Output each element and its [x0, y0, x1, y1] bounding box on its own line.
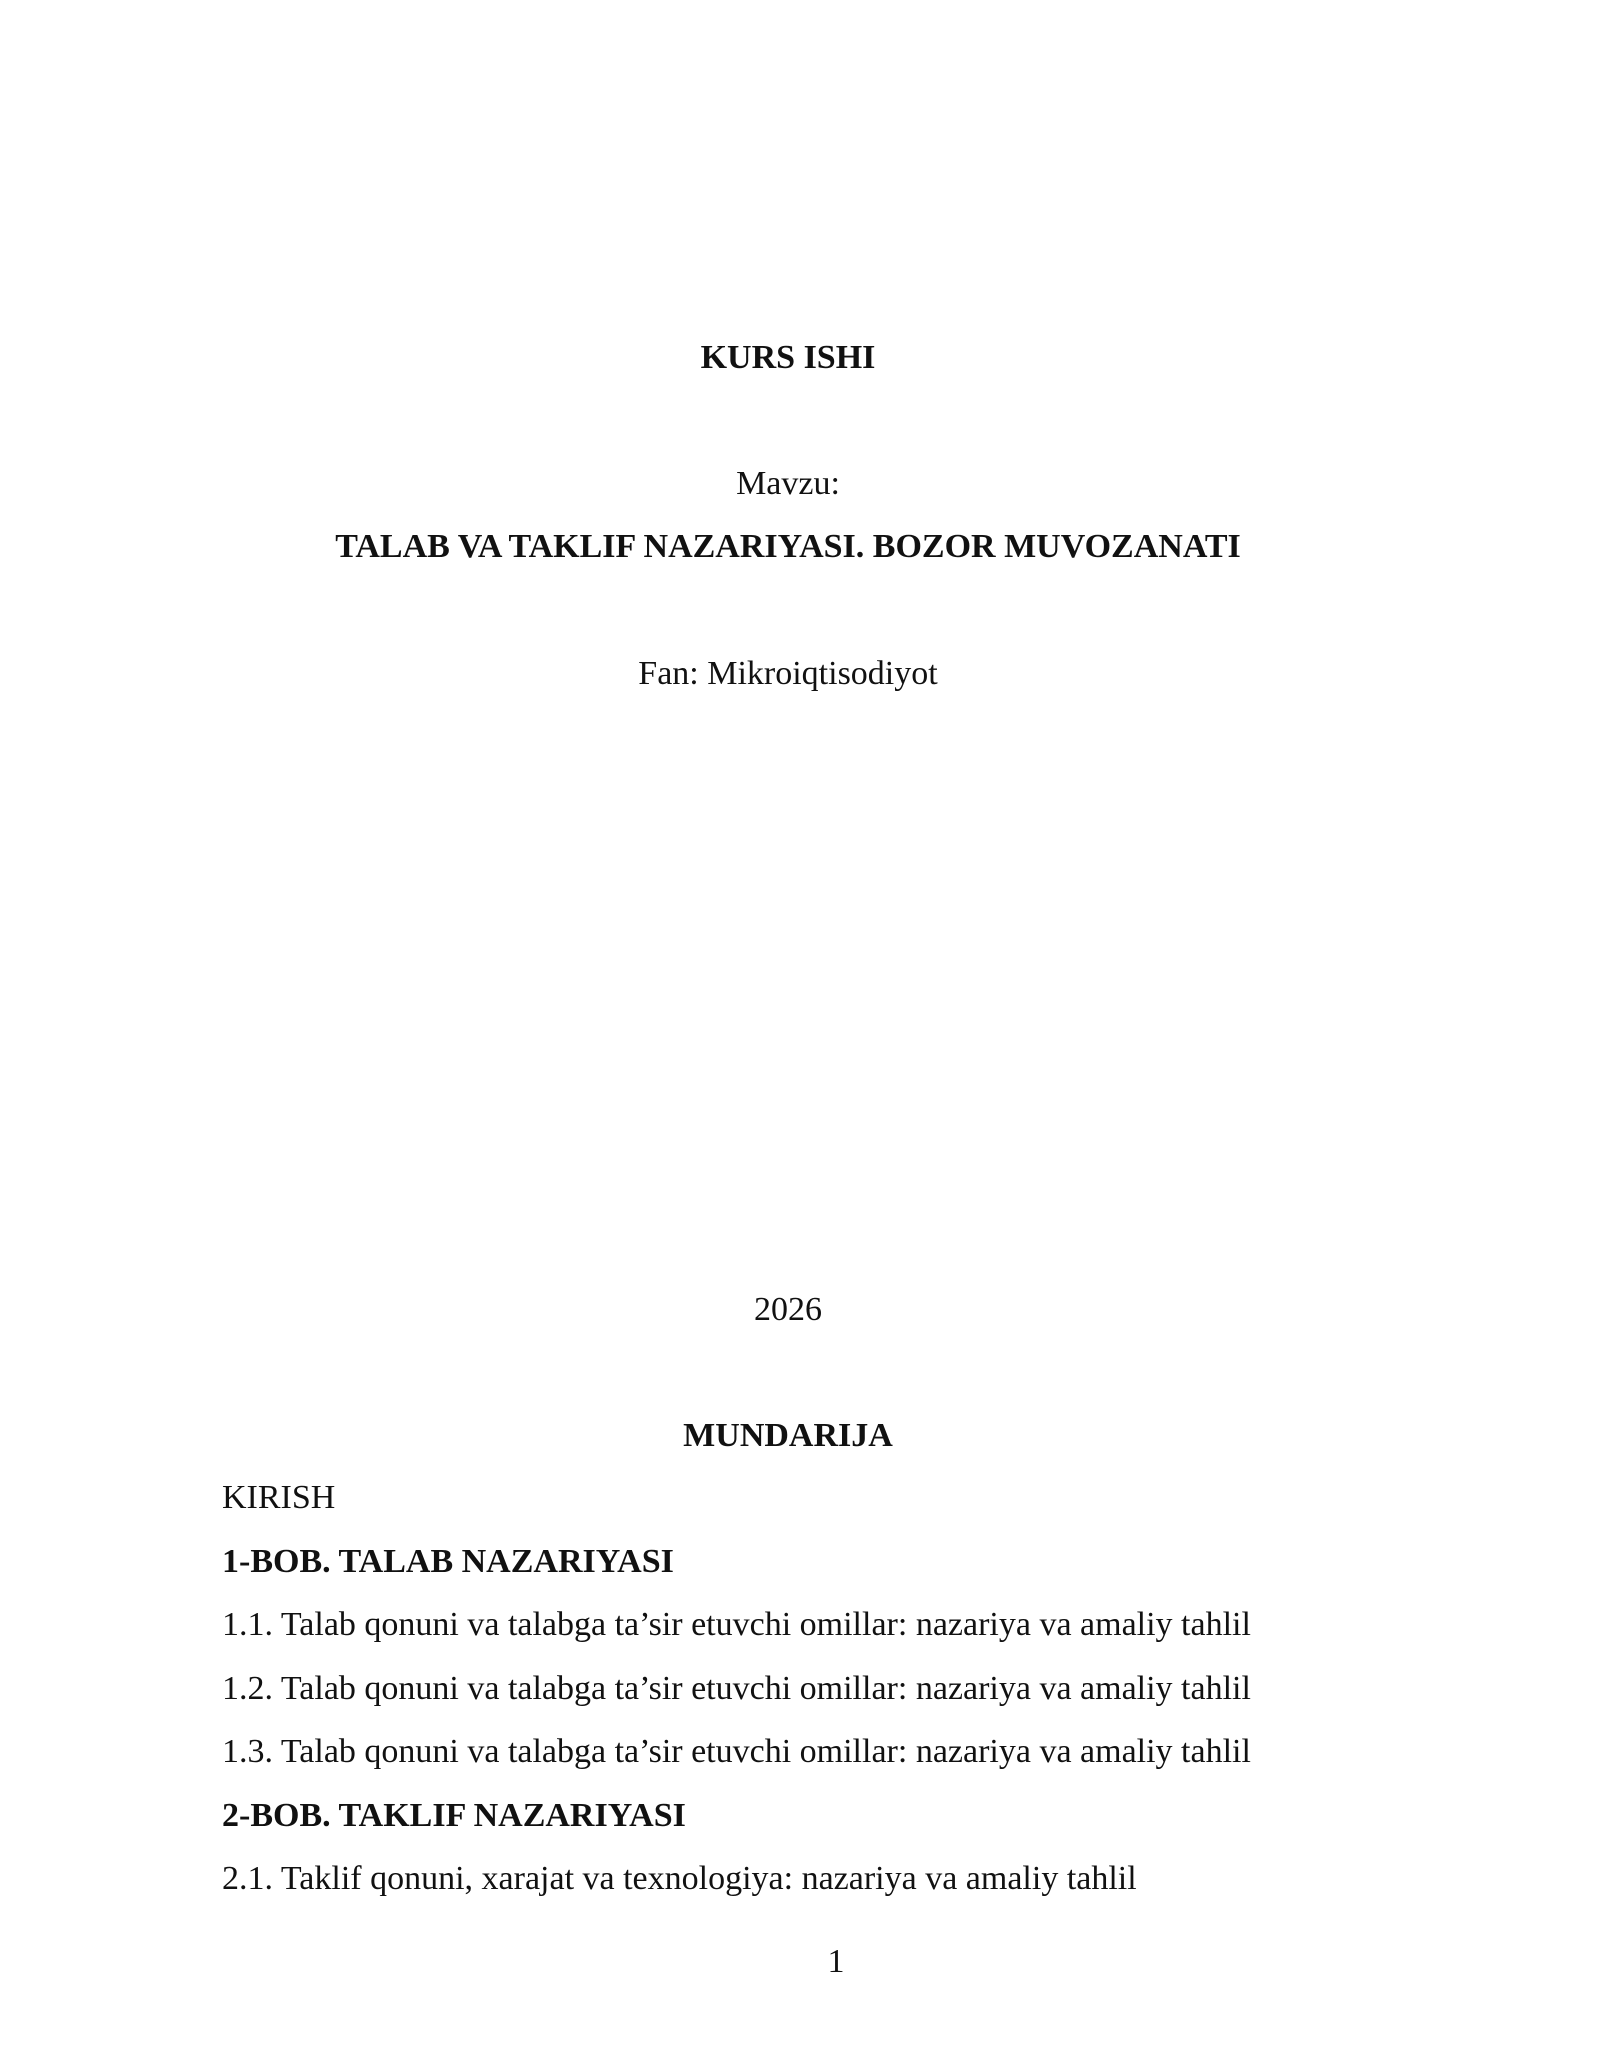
table-of-contents-heading: MUNDARIJA: [683, 1417, 893, 1454]
topic-label: Mavzu:: [736, 465, 840, 502]
page-number: 1: [827, 1943, 845, 1980]
document-type-heading: KURS ISHI: [700, 339, 876, 376]
toc-item-1-3: 1.3. Talab qonuni va talabga ta’sir etuvchi omillar: nazariya va amaliy tahlil: [222, 1733, 1251, 1770]
year: 2026: [754, 1291, 822, 1328]
toc-item-chapter-1: 1-BOB. TALAB NAZARIYASI: [222, 1542, 674, 1580]
toc-item-chapter-2: 2-BOB. TAKLIF NAZARIYASI: [222, 1796, 686, 1834]
toc-item-1-2: 1.2. Talab qonuni va talabga ta’sir etuvchi omillar: nazariya va amaliy tahlil: [222, 1669, 1251, 1707]
toc-item-2-1: 2.1. Taklif qonuni, xarajat va texnologiya: nazariya va amaliy tahlil: [222, 1860, 1137, 1897]
subject-line: Fan: Mikroiqtisodiyot: [638, 655, 938, 692]
table-of-contents: [222, 1478, 1422, 1923]
toc-item-1-1: 1.1. Talab qonuni va talabga ta’sir etuvchi omillar: nazariya va amaliy tahlil: [222, 1606, 1251, 1643]
topic-title: TALAB VA TAKLIF NAZARIYASI. BOZOR MUVOZANATI: [335, 528, 1241, 565]
toc-item-introduction: KIRISH: [222, 1479, 336, 1516]
